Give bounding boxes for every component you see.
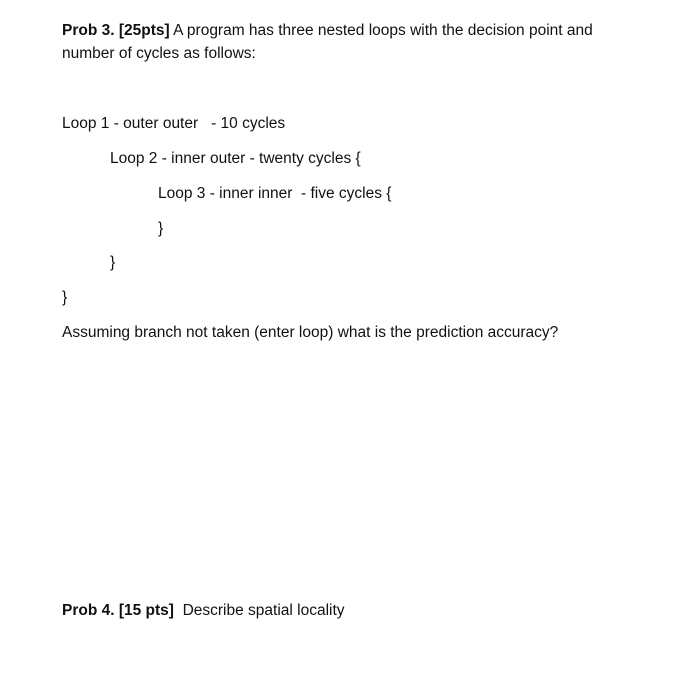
prob3-intro-line1: A program has three nested loops with the decision point and (169, 22, 593, 39)
loop2-closing-brace: } (110, 254, 116, 271)
loop3-line: Loop 3 - inner inner - five cycles { (158, 185, 392, 202)
loop3-closing-brace: } (158, 220, 164, 237)
loop1-line: Loop 1 - outer outer - 10 cycles (62, 115, 286, 132)
prob3-header (62, 20, 593, 42)
prob4-label: Prob 4. [15 pts] (62, 602, 174, 619)
prob3-intro-line2: number of cycles as follows: (62, 45, 256, 62)
prob3-question: Assuming branch not taken (enter loop) what is the prediction accuracy? (62, 324, 559, 341)
loop1-closing-brace: } (62, 289, 68, 306)
prob4-header (62, 600, 345, 622)
prob4-text: Describe spatial locality (173, 602, 345, 619)
loop2-line: Loop 2 - inner outer - twenty cycles { (110, 150, 361, 167)
prob3-label: Prob 3. [25pts] (62, 22, 170, 39)
